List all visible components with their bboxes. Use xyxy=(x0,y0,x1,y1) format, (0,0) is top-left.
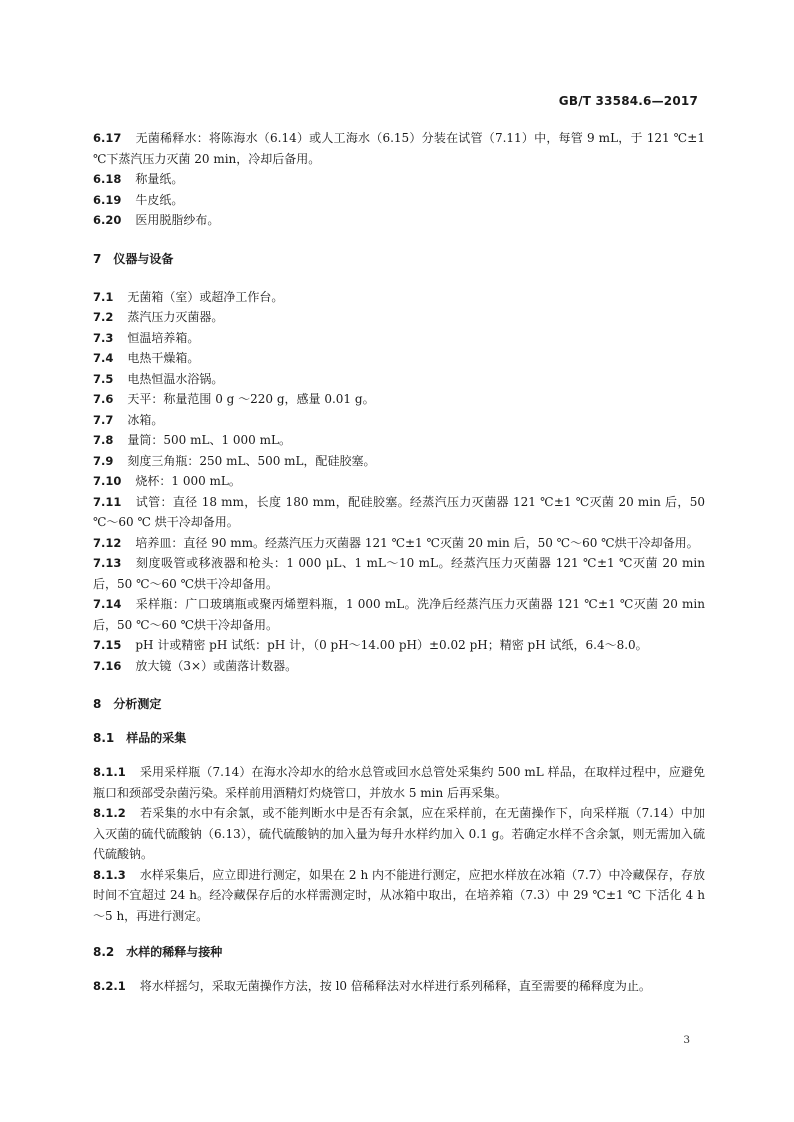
clause-text: 刻度三角瓶：250 mL、500 mL，配硅胶塞。 xyxy=(127,453,376,468)
clause-text: 试管：直径 18 mm，长度 180 mm，配硅胶塞。经蒸汽压力灭菌器 121 ℃±1 ℃灭菌 20 min 后，50 ℃～60 ℃ 烘干冷却备用。 xyxy=(93,494,705,529)
clause-number: 7.7 xyxy=(93,412,114,427)
clause-text: 电热干燥箱。 xyxy=(127,351,200,365)
clause-8-1-3 xyxy=(93,865,705,927)
clause-text: 烧杯：1 000 mL。 xyxy=(135,474,241,488)
clause-7-15 xyxy=(93,635,705,656)
clause-number: 7.16 xyxy=(93,658,122,673)
clause-number: 7.10 xyxy=(93,474,122,488)
clause-6-20 xyxy=(93,210,705,231)
section-number: 7 xyxy=(93,251,102,266)
clause-text: 牛皮纸。 xyxy=(135,192,184,207)
clause-text: 医用脱脂纱布。 xyxy=(135,213,220,227)
clause-text: 无菌稀释水：将陈海水（6.14）或人工海水（6.15）分装在试管（7.11）中，每管 9 mL，于 121 ℃±1 ℃下蒸汽压力灭菌 20 min，冷却后备用。 xyxy=(93,131,705,166)
clause-text: 培养皿：直径 90 mm。经蒸汽压力灭菌器 121 ℃±1 ℃灭菌 20 min 后，50 ℃～60 ℃烘干冷却备用。 xyxy=(135,535,699,550)
clause-7-9 xyxy=(93,451,705,472)
clause-7-7 xyxy=(93,410,705,431)
clause-number: 7.8 xyxy=(93,433,114,447)
clause-7-3 xyxy=(93,328,705,349)
clause-number: 7.14 xyxy=(93,597,122,611)
clause-7-1 xyxy=(93,287,705,308)
clause-text: pH 计或精密 pH 试纸：pH 计，（0 pH～14.00 pH）±0.02 pH；精密 pH 试纸，6.4～8.0。 xyxy=(135,638,648,652)
subsection-title: 水样的稀释与接种 xyxy=(126,945,223,959)
clause-text: 水样采集后，应立即进行测定，如果在 2 h 内不能进行测定，应把水样放在冰箱（7.7）中冷藏保存，存放时间不宜超过 24 h。经冷藏保存后的水样需测定时，从冰箱中取出，在培养箱（7.3）中 29 ℃±1 ℃ 下活化 4 h～5 h，再进行测定。 xyxy=(93,867,705,923)
clause-number: 6.20 xyxy=(93,213,122,227)
clause-text: 无菌箱（室）或超净工作台。 xyxy=(127,289,284,304)
subsection-heading-8-2 xyxy=(93,942,705,962)
clause-number: 7.5 xyxy=(93,371,114,386)
clause-number: 7.3 xyxy=(93,330,114,345)
clause-text: 恒温培养箱。 xyxy=(127,330,200,345)
section-heading-7 xyxy=(93,249,705,269)
clause-text: 蒸汽压力灭菌器。 xyxy=(127,310,224,324)
clause-7-5 xyxy=(93,369,705,390)
document-body xyxy=(93,128,705,997)
clause-7-11 xyxy=(93,492,705,533)
clause-6-17 xyxy=(93,128,705,169)
clause-text: 采样瓶：广口玻璃瓶或聚丙烯塑料瓶，1 000 mL。洗净后经蒸汽压力灭菌器 121 ℃±1 ℃灭菌 20 min 后，50 ℃～60 ℃烘干冷却备用。 xyxy=(93,597,705,632)
clause-number: 7.2 xyxy=(93,310,114,324)
clause-7-12 xyxy=(93,533,705,554)
clause-text: 电热恒温水浴锅。 xyxy=(127,371,224,386)
subsection-title: 样品的采集 xyxy=(126,731,187,745)
clause-number: 7.13 xyxy=(93,556,122,570)
section-title: 仪器与设备 xyxy=(113,251,174,266)
clause-number: 8.2.1 xyxy=(93,979,126,993)
clause-number: 7.4 xyxy=(93,351,114,365)
section-title: 分析测定 xyxy=(113,697,162,711)
clause-number: 7.12 xyxy=(93,535,122,550)
clause-number: 7.9 xyxy=(93,453,114,468)
clause-number: 8.1.2 xyxy=(93,806,126,820)
clause-number: 6.17 xyxy=(93,131,122,145)
subsection-number: 8.2 xyxy=(93,945,115,959)
clause-7-2 xyxy=(93,307,705,328)
clause-8-1-1 xyxy=(93,762,705,803)
clause-text: 若采集的水中有余氯，或不能判断水中是否有余氯，应在采样前，在无菌操作下，向采样瓶（7.14）中加入灭菌的硫代硫酸钠（6.13），硫代硫酸钠的加入量为每升水样约加入 0.1 g。若确定水样不含余氯，则无需加入硫代硫酸钠。 xyxy=(93,806,705,861)
clause-text: 采用采样瓶（7.14）在海水冷却水的给水总管或回水总管处采集约 500 mL 样品，在取样过程中，应避免瓶口和颈部受杂菌污染。采样前用酒精灯灼烧管口，并放水 5 min 后再采集。 xyxy=(93,765,705,800)
clause-text: 放大镜（3×）或菌落计数器。 xyxy=(135,658,298,673)
section-number: 8 xyxy=(93,697,102,711)
clause-8-1-2 xyxy=(93,803,705,865)
clause-number: 6.19 xyxy=(93,192,122,207)
clause-text: 量筒：500 mL、1 000 mL。 xyxy=(127,433,291,447)
clause-number: 6.18 xyxy=(93,172,122,186)
clause-6-19 xyxy=(93,190,705,211)
subsection-heading-8-1 xyxy=(93,728,705,748)
clause-8-2-1 xyxy=(93,976,705,997)
clause-text: 冰箱。 xyxy=(127,412,164,427)
clause-number: 8.1.1 xyxy=(93,765,126,779)
clause-7-4 xyxy=(93,348,705,369)
page-number: 3 xyxy=(683,1034,690,1046)
clause-7-8 xyxy=(93,430,705,451)
clause-7-6 xyxy=(93,389,705,410)
clause-text: 将水样摇匀，采取无菌操作方法，按 l0 倍稀释法对水样进行系列稀释，直至需要的稀释度为止。 xyxy=(139,979,651,993)
clause-text: 刻度吸管或移液器和枪头：1 000 μL、1 mL～10 mL。经蒸汽压力灭菌器 121 ℃±1 ℃灭菌 20 min 后，50 ℃～60 ℃烘干冷却备用。 xyxy=(93,556,705,591)
subsection-number: 8.1 xyxy=(93,731,115,745)
clause-number: 7.1 xyxy=(93,289,114,304)
clause-number: 8.1.3 xyxy=(93,867,126,882)
clause-7-16 xyxy=(93,656,705,677)
standard-code: GB/T 33584.6—2017 xyxy=(558,94,698,108)
clause-6-18 xyxy=(93,169,705,190)
clause-text: 天平：称量范围 0 g ～220 g，感量 0.01 g。 xyxy=(127,392,375,406)
clause-7-10 xyxy=(93,471,705,492)
clause-text: 称量纸。 xyxy=(135,172,184,186)
clause-7-14 xyxy=(93,594,705,635)
clause-number: 7.6 xyxy=(93,392,114,406)
clause-7-13 xyxy=(93,553,705,594)
clause-number: 7.11 xyxy=(93,494,122,509)
section-heading-8 xyxy=(93,694,705,714)
clause-number: 7.15 xyxy=(93,638,122,652)
